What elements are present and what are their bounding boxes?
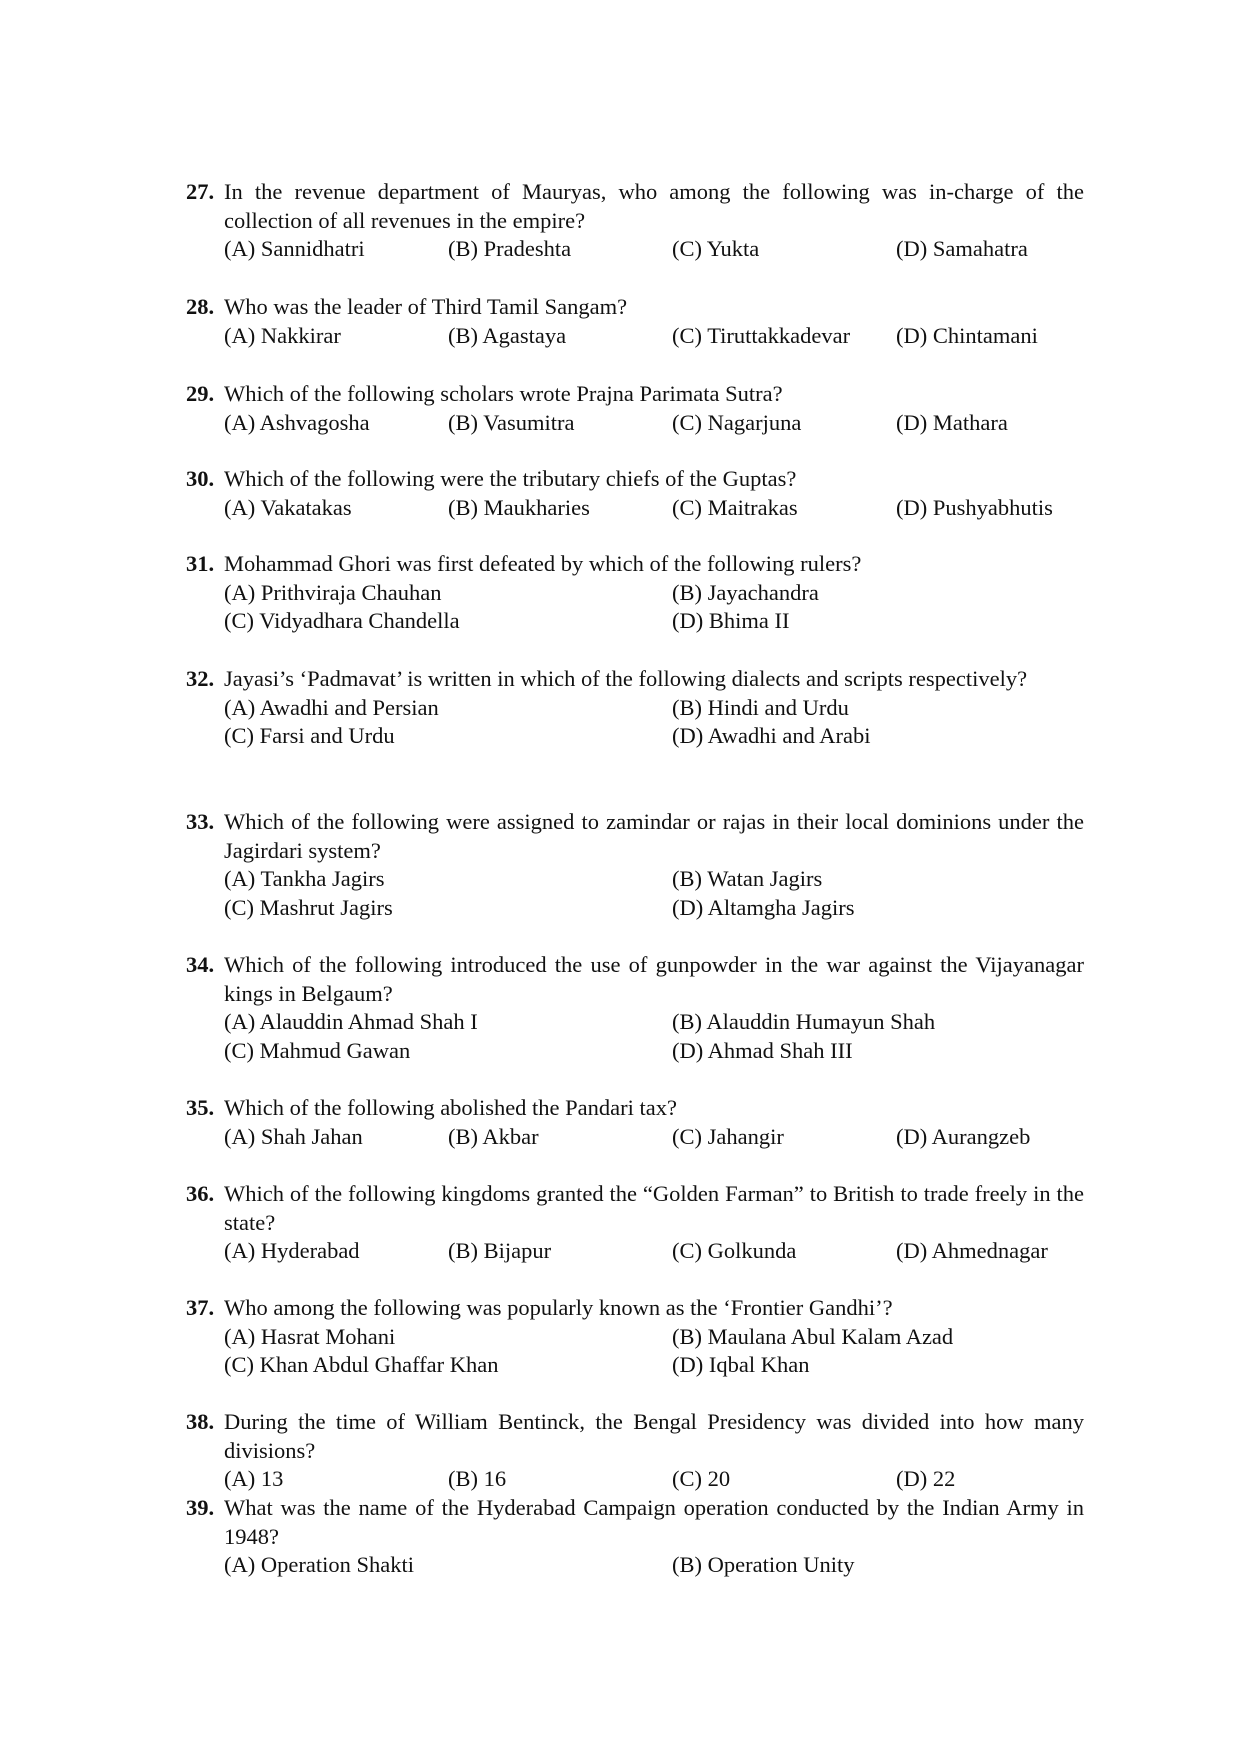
question-37 xyxy=(186,1294,1084,1380)
options xyxy=(224,1237,1084,1266)
question-text: What was the name of the Hyderabad Campaign operation conducted by the Indian Army in 1948? xyxy=(224,1495,1084,1549)
option-b: (B) Vasumitra xyxy=(448,409,575,435)
option-d: (D) Iqbal Khan xyxy=(672,1352,810,1377)
question-text: Who was the leader of Third Tamil Sangam? xyxy=(224,294,628,319)
question-stem xyxy=(186,951,1084,1008)
question-number: 29. xyxy=(186,381,215,406)
question-33 xyxy=(186,808,1084,922)
option-d: (D) 22 xyxy=(896,1466,956,1491)
option-c: (C) Jahangir xyxy=(672,1123,784,1149)
question-stem xyxy=(186,665,1084,694)
question-stem xyxy=(186,1408,1084,1465)
option-c: (C) 20 xyxy=(672,1466,731,1491)
option-c: (C) Maitrakas xyxy=(672,494,798,520)
question-stem xyxy=(186,293,1084,322)
option-d: (D) Aurangzeb xyxy=(896,1123,1031,1149)
option-a: (A) Alauddin Ahmad Shah I xyxy=(224,1009,478,1034)
question-number: 37. xyxy=(186,1295,215,1320)
question-text: Which of the following scholars wrote Prajna Parimata Sutra? xyxy=(224,381,783,406)
option-b: (B) Agastaya xyxy=(448,322,567,348)
question-30 xyxy=(186,465,1084,522)
option-b: (B) Akbar xyxy=(448,1123,539,1149)
options xyxy=(224,1323,1084,1380)
question-text: Which of the following introduced the use of gunpowder in the war against the Vijayanagar kings in Belgaum? xyxy=(224,952,1084,1006)
option-a: (A) Awadhi and Persian xyxy=(224,694,439,720)
option-d: (D) Ahmednagar xyxy=(896,1238,1048,1263)
question-text: During the time of William Bentinck, the Bengal Presidency was divided into how many divisions? xyxy=(224,1409,1084,1463)
option-d: (D) Ahmad Shah III xyxy=(672,1037,853,1063)
option-c: (C) Tiruttakkadevar xyxy=(672,322,851,348)
question-27 xyxy=(186,178,1084,264)
options xyxy=(224,322,1084,351)
options xyxy=(224,1551,1084,1580)
options xyxy=(224,1465,1084,1494)
question-text: Which of the following kingdoms granted the “Golden Farman” to British to trade freely in the state? xyxy=(224,1181,1084,1235)
question-32 xyxy=(186,665,1084,751)
question-number: 30. xyxy=(186,466,215,491)
option-a: (A) Hasrat Mohani xyxy=(224,1323,396,1349)
options xyxy=(224,1123,1084,1152)
question-35 xyxy=(186,1094,1084,1151)
option-a: (A) Shah Jahan xyxy=(224,1123,363,1149)
question-stem xyxy=(186,550,1084,579)
options xyxy=(224,694,1084,751)
options xyxy=(224,409,1084,438)
question-stem xyxy=(186,808,1084,865)
options xyxy=(224,1008,1084,1065)
question-text: In the revenue department of Mauryas, who among the following was in-charge of the collection of all revenues in the empire? xyxy=(224,179,1084,233)
options xyxy=(224,235,1084,264)
question-number: 28. xyxy=(186,294,215,319)
question-number: 33. xyxy=(186,809,215,834)
option-b: (B) Hindi and Urdu xyxy=(672,694,849,720)
option-c: (C) Khan Abdul Ghaffar Khan xyxy=(224,1352,499,1377)
option-c: (C) Golkunda xyxy=(672,1238,797,1263)
question-number: 27. xyxy=(186,179,215,204)
question-stem xyxy=(186,1494,1084,1551)
option-b: (B) Jayachandra xyxy=(672,579,819,605)
question-number: 38. xyxy=(186,1409,215,1434)
option-d: (D) Pushyabhutis xyxy=(896,494,1053,520)
option-a: (A) Sannidhatri xyxy=(224,236,365,261)
option-c: (C) Mahmud Gawan xyxy=(224,1037,411,1063)
option-a: (A) Nakkirar xyxy=(224,322,341,348)
question-text: Which of the following were assigned to zamindar or rajas in their local dominions under the Jagirdari system? xyxy=(224,809,1084,863)
option-b: (B) Bijapur xyxy=(448,1238,552,1263)
options xyxy=(224,865,1084,922)
question-number: 32. xyxy=(186,666,215,691)
question-stem xyxy=(186,465,1084,494)
question-31 xyxy=(186,550,1084,636)
question-29 xyxy=(186,380,1084,437)
question-34 xyxy=(186,951,1084,1065)
question-number: 31. xyxy=(186,551,215,576)
question-text: Which of the following abolished the Pandari tax? xyxy=(224,1095,677,1120)
option-c: (C) Vidyadhara Chandella xyxy=(224,608,460,633)
question-38 xyxy=(186,1408,1084,1494)
question-text: Which of the following were the tributary chiefs of the Guptas? xyxy=(224,466,797,491)
option-a: (A) 13 xyxy=(224,1466,284,1491)
options xyxy=(224,494,1084,523)
question-stem xyxy=(186,380,1084,409)
option-c: (C) Farsi and Urdu xyxy=(224,723,395,748)
option-d: (D) Samahatra xyxy=(896,236,1028,261)
option-a: (A) Prithviraja Chauhan xyxy=(224,579,442,605)
question-text: Who among the following was popularly known as the ‘Frontier Gandhi’? xyxy=(224,1295,893,1320)
question-number: 34. xyxy=(186,952,215,977)
option-a: (A) Operation Shakti xyxy=(224,1552,414,1577)
question-text: Jayasi’s ‘Padmavat’ is written in which of the following dialects and scripts respectively? xyxy=(224,666,1028,691)
question-stem xyxy=(186,1094,1084,1123)
question-text: Mohammad Ghori was first defeated by which of the following rulers? xyxy=(224,551,862,576)
question-number: 36. xyxy=(186,1181,215,1206)
option-a: (A) Vakatakas xyxy=(224,494,352,520)
option-d: (D) Bhima II xyxy=(672,608,790,633)
option-a: (A) Tankha Jagirs xyxy=(224,866,385,891)
option-b: (B) 16 xyxy=(448,1466,507,1491)
option-c: (C) Nagarjuna xyxy=(672,409,802,435)
option-b: (B) Alauddin Humayun Shah xyxy=(672,1009,936,1034)
option-d: (D) Awadhi and Arabi xyxy=(672,723,871,748)
option-d: (D) Mathara xyxy=(896,409,1008,435)
option-a: (A) Ashvagosha xyxy=(224,409,370,435)
question-stem xyxy=(186,1180,1084,1237)
option-c: (C) Mashrut Jagirs xyxy=(224,894,393,920)
question-stem xyxy=(186,1294,1084,1323)
option-d: (D) Altamgha Jagirs xyxy=(672,894,855,920)
question-39 xyxy=(186,1494,1084,1580)
option-b: (B) Maukharies xyxy=(448,494,590,520)
question-number: 39. xyxy=(186,1495,215,1520)
question-stem xyxy=(186,178,1084,235)
option-d: (D) Chintamani xyxy=(896,322,1038,348)
option-a: (A) Hyderabad xyxy=(224,1238,360,1263)
options xyxy=(224,579,1084,636)
option-b: (B) Watan Jagirs xyxy=(672,866,823,891)
option-b: (B) Pradeshta xyxy=(448,236,572,261)
question-28 xyxy=(186,293,1084,350)
option-b: (B) Maulana Abul Kalam Azad xyxy=(672,1323,954,1349)
option-b: (B) Operation Unity xyxy=(672,1552,855,1577)
question-number: 35. xyxy=(186,1095,215,1120)
option-c: (C) Yukta xyxy=(672,236,760,261)
question-36 xyxy=(186,1180,1084,1266)
